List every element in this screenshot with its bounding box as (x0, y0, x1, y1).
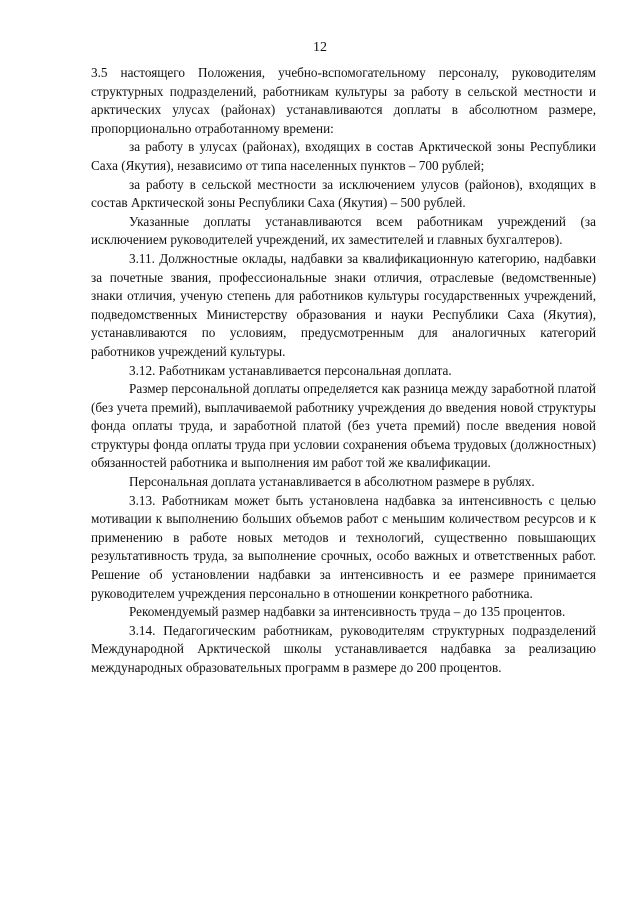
paragraph-intensity-rate: Рекомендуемый размер надбавки за интенсивность труда – до 135 процентов. (129, 604, 566, 620)
paragraph-personal-payment-rubles: Персональная доплата устанавливается в абсолютном размере в рублях. (129, 474, 535, 490)
paragraph-clause-continuation: 3.5 настоящего Положения, учебно-вспомогательному персоналу, руководителям структурных подразделений, работникам культуры за работу в сельской местности и арктических улусах (районах) устанавливаются доплаты в абсолютном размере, пропорционально отработанному времени: (91, 65, 596, 136)
document-body (91, 64, 596, 678)
paragraph-clause-3-12: 3.12. Работникам устанавливается персональная доплата. (129, 362, 452, 378)
paragraph-clause-3-14: 3.14. Педагогическим работникам, руководителям структурных подразделений Международной Арктической школы устанавливается надбавка за реализацию международных образовательных программ в размере до 200 процентов. (91, 622, 596, 675)
paragraph-arctic-allowance: за работу в улусах (районах), входящих в состав Арктической зоны Республики Саха (Якутия), независимо от типа населенных пунктов – 700 рублей; (91, 139, 596, 173)
paragraph-rural-allowance: за работу в сельской местности за исключением улусов (районов), входящих в состав Арктической зоны Республики Саха (Якутия) – 500 рублей. (91, 176, 596, 211)
paragraph-allowance-exclusions: Указанные доплаты устанавливаются всем работникам учреждений (за исключением руководителей учреждений, их заместителей и главных бухгалтеров). (91, 213, 596, 248)
paragraph-personal-payment-size: Размер персональной доплаты определяется как разница между заработной платой (без учета премий), выплачиваемой работнику учреждения до введения новой структуры фонда оплаты труда, и заработной платой (без учета премий) после введения новой структуры фонда оплаты труда при условии сохранения объема трудовых (должностных) обязанностей работника и выполнения им работ той же квалификации. (91, 381, 596, 471)
paragraph-clause-3-11: 3.11. Должностные оклады, надбавки за квалификационную категорию, надбавки за почетные звания, профессиональные знаки отличия, отраслевые (ведомственные) знаки отличия, ученую степень для работников культуры государственных учреждений, подведомственных Министерству образования и науки Республики Саха (Якутия), устанавливаются по условиям, предусмотренным для аналогичных категорий работников учреждений культуры. (91, 250, 596, 359)
page-number: 12 (313, 40, 327, 55)
paragraph-clause-3-13: 3.13. Работникам может быть установлена надбавка за интенсивность с целью мотивации к выполнению больших объемов работ с меньшим количеством ресурсов и к применению в работе новых методов и технологий, существенно повышающих результативность труда, за выполнение срочных, особо важных и ответственных работ. Решение об установлении надбавки за интенсивность и ее размере принимается руководителем учреждения персонально в отношении конкретного работника. (91, 492, 596, 601)
